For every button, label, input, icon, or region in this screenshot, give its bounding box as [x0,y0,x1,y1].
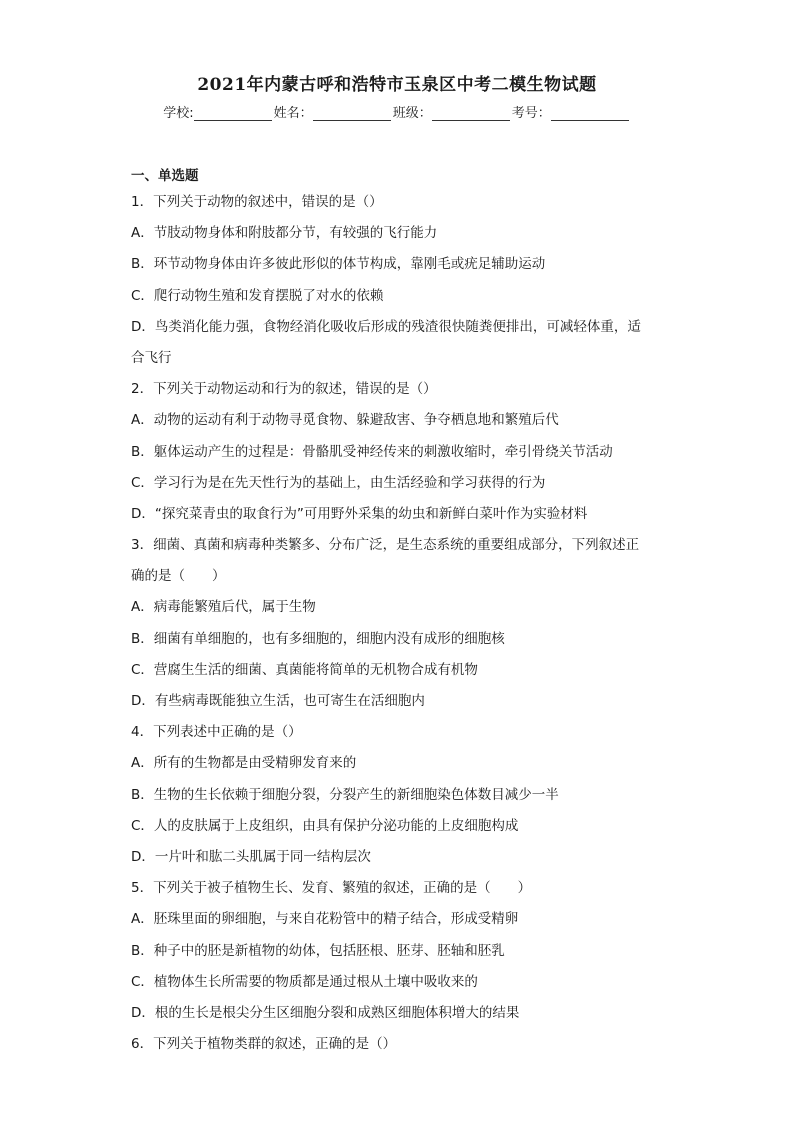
option-3a: A．病毒能繁殖后代，属于生物 [131,599,316,616]
option-3b: B．细菌有单细胞的，也有多细胞的，细胞内没有成形的细胞核 [131,630,505,647]
option-5c: C．植物体生长所需要的物质都是通过根从土壤中吸收来的 [131,973,478,990]
question-6: 6．下列关于植物类群的叙述，正确的是（） [131,1036,397,1053]
class-field [393,102,512,121]
option-3d: D．有些病毒既能独立生活，也可寄生在活细胞内 [131,693,425,709]
option-2b: B．躯体运动产生的过程是：骨骼肌受神经传来的刺激收缩时，牵引骨绕关节活动 [131,443,613,460]
exam-number-field [512,102,631,121]
exam-number-label: 考号： [511,106,551,121]
option-5a: A．胚珠里面的卵细胞，与来自花粉管中的精子结合，形成受精卵 [131,911,519,928]
question-5: 5．下列关于被子植物生长、发育、繁殖的叙述，正确的是（ ） [131,880,532,897]
question-3-cont: 确的是（ ） [131,568,226,585]
option-3c: C．营腐生生活的细菌、真菌能将简单的无机物合成有机物 [131,661,478,678]
option-4d: D．一片叶和肱二头肌属于同一结构层次 [131,848,371,865]
name-field [274,102,393,121]
option-4a: A．所有的生物都是由受精卵发育来的 [131,755,357,772]
section-heading: 一、单选题 [131,168,199,184]
school-label: 学校: [163,106,194,121]
exam-number-blank [551,106,629,121]
option-4b: B．生物的生长依赖于细胞分裂，分裂产生的新细胞染色体数目减少一半 [131,786,559,803]
option-1a: A．节肢动物身体和附肢都分节，有较强的飞行能力 [131,225,438,242]
name-label: 姓名： [273,106,313,121]
class-blank [432,106,510,121]
question-2: 2．下列关于动物运动和行为的叙述，错误的是（） [131,381,437,398]
option-4c: C．人的皮肤属于上皮组织，由具有保护分泌功能的上皮细胞构成 [131,817,519,834]
question-3: 3．细菌、真菌和病毒种类繁多、分布广泛，是生态系统的重要组成部分，下列叙述正 [131,537,640,554]
school-field [163,102,273,121]
question-1: 1．下列关于动物的叙述中，错误的是（） [131,194,383,210]
option-1d-cont: 合飞行 [131,349,172,366]
name-blank [313,106,391,121]
question-4: 4．下列表述中正确的是（） [131,724,302,741]
student-info-row [0,102,794,121]
option-1b: B．环节动物身体由许多彼此形似的体节构成，靠刚毛或疣足辅助运动 [131,256,546,273]
question-list [131,187,666,1060]
exam-title: 2021年内蒙古呼和浩特市玉泉区中考二模生物试题 [197,75,597,95]
option-5d: D．根的生长是根尖分生区细胞分裂和成熟区细胞体积增大的结果 [131,1004,520,1021]
option-2d: D．“探究菜青虫的取食行为”可用野外采集的幼虫和新鲜白菜叶作为实验材料 [131,505,588,522]
option-2a: A．动物的运动有利于动物寻觅食物、躲避敌害、争夺栖息地和繁殖后代 [131,412,559,429]
school-blank [194,106,272,121]
option-1d: D．鸟类消化能力强，食物经消化吸收后形成的残渣很快随粪便排出，可减轻体重，适 [131,318,641,335]
option-5b: B．种子中的胚是新植物的幼体，包括胚根、胚芽、胚轴和胚乳 [131,942,505,959]
option-2c: C．学习行为是在先天性行为的基础上，由生活经验和学习获得的行为 [131,474,546,491]
class-label: 班级： [392,106,432,121]
option-1c: C．爬行动物生殖和发育摆脱了对水的依赖 [131,287,384,304]
